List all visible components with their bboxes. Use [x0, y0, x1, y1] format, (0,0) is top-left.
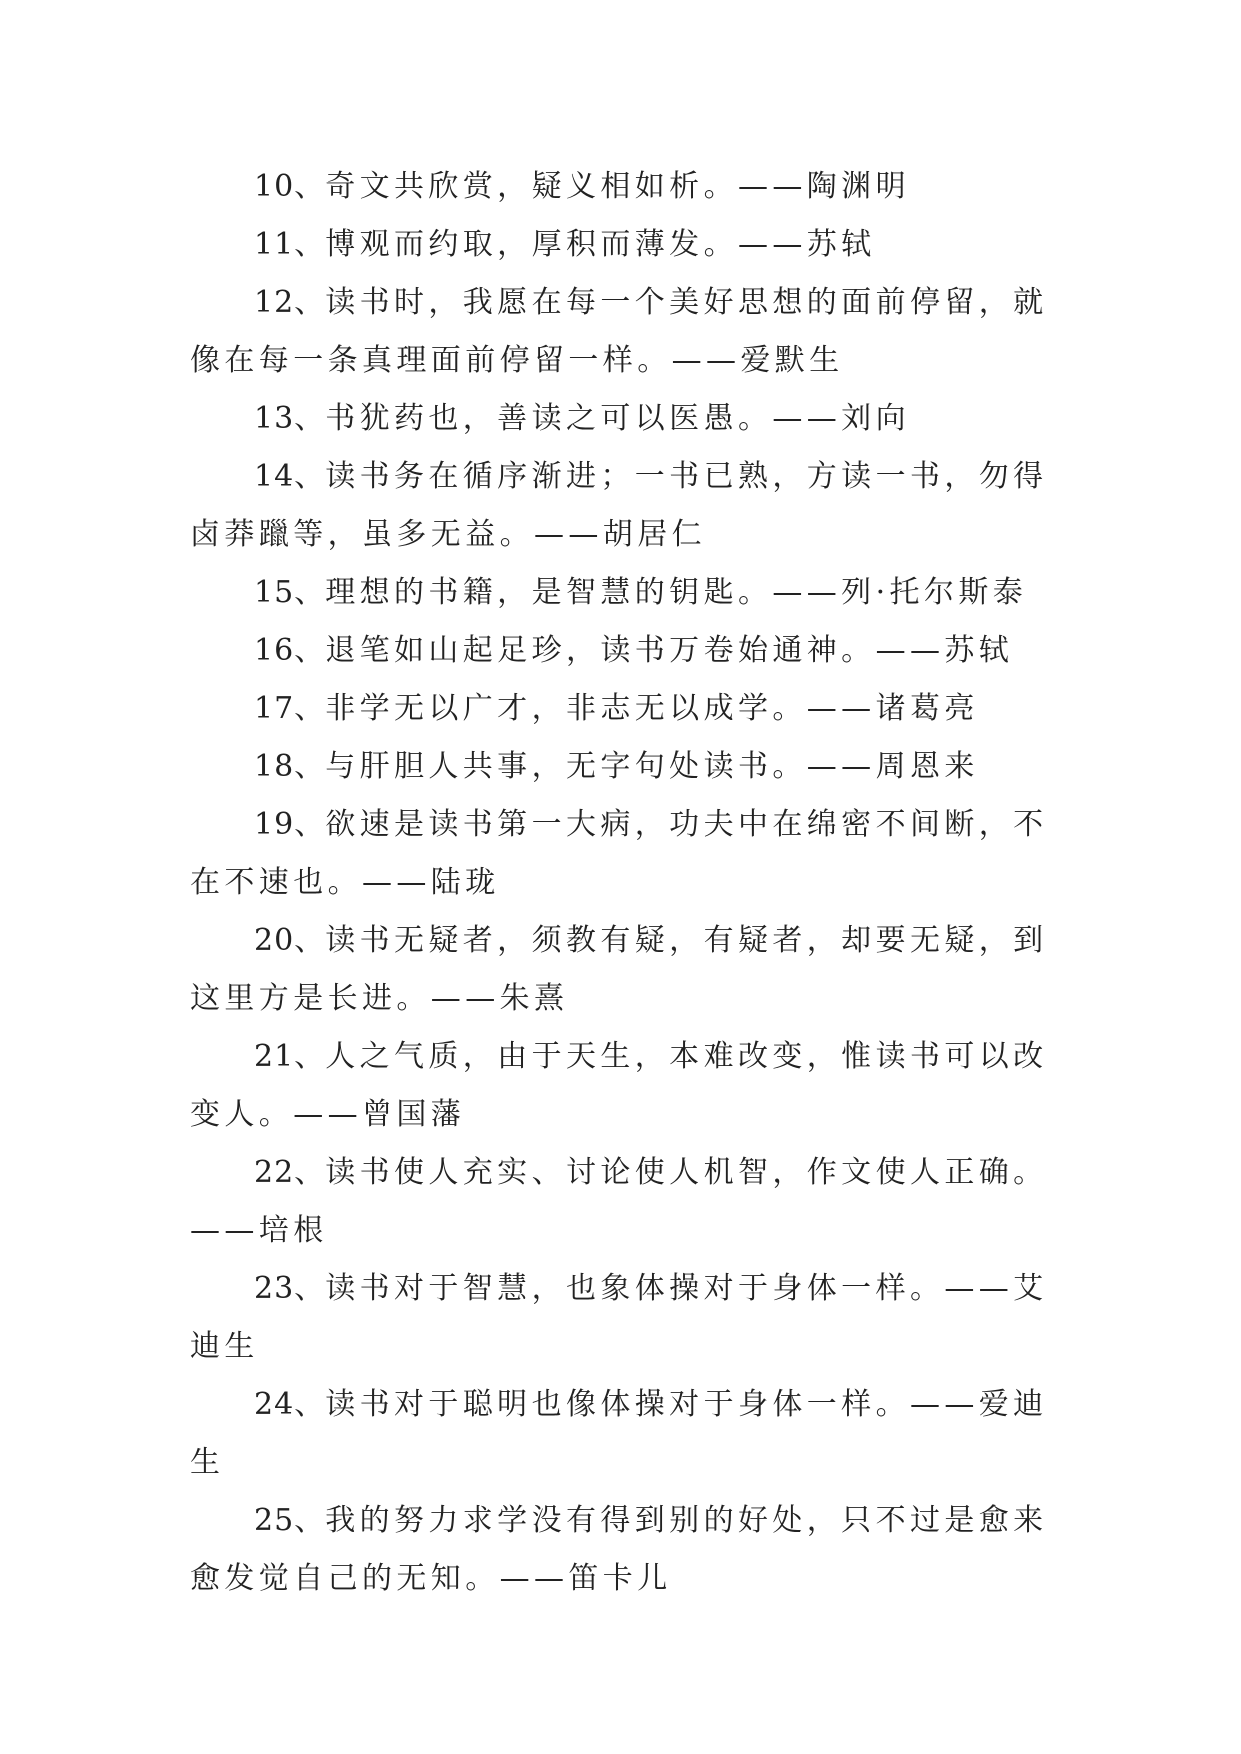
quote-paragraph	[190, 390, 1050, 448]
quote-text: 博观而约取，厚积而薄发。——苏轼	[325, 227, 876, 262]
quote-number: 20、	[254, 923, 326, 958]
quote-paragraph	[190, 622, 1050, 680]
quote-text: 理想的书籍，是智慧的钥匙。——列·托尔斯泰	[325, 575, 1028, 610]
quote-paragraph	[190, 1260, 1050, 1376]
quote-paragraph	[190, 738, 1050, 796]
quote-text: 非学无以广才，非志无以成学。——诸葛亮	[325, 691, 979, 726]
quote-paragraph	[190, 274, 1050, 390]
quote-text: 读书对于智慧，也象体操对于身体一样。——艾迪生	[190, 1271, 1048, 1364]
quote-paragraph	[190, 1492, 1050, 1608]
quote-text: 退笔如山起足珍，读书万卷始通神。——苏轼	[325, 633, 1014, 668]
quote-text: 书犹药也，善读之可以医愚。——刘向	[325, 401, 910, 436]
quote-number: 17、	[254, 691, 326, 726]
quote-number: 11、	[254, 227, 326, 262]
quote-text: 读书无疑者，须教有疑，有疑者，却要无疑，到这里方是长进。——朱熹	[190, 923, 1048, 1016]
quote-number: 22、	[254, 1155, 326, 1190]
quote-number: 19、	[254, 807, 326, 842]
quote-paragraph	[190, 216, 1050, 274]
quote-number: 10、	[254, 169, 326, 204]
quote-number: 12、	[254, 285, 326, 320]
quote-number: 15、	[254, 575, 326, 610]
quote-paragraph	[190, 1028, 1050, 1144]
quote-number: 14、	[254, 459, 326, 494]
quote-text: 奇文共欣赏，疑义相如析。——陶渊明	[325, 169, 910, 204]
quote-number: 18、	[254, 749, 326, 784]
quote-number: 16、	[254, 633, 326, 668]
quote-paragraph	[190, 912, 1050, 1028]
quote-paragraph	[190, 564, 1050, 622]
quote-paragraph	[190, 448, 1050, 564]
quote-number: 21、	[254, 1039, 326, 1074]
quote-text: 读书务在循序渐进；一书已熟，方读一书，勿得卤莽躐等，虽多无益。——胡居仁	[190, 459, 1048, 552]
quote-paragraph	[190, 1376, 1050, 1492]
quote-number: 23、	[254, 1271, 326, 1306]
quote-text: 人之气质，由于天生，本难改变，惟读书可以改变人。——曾国藩	[190, 1039, 1048, 1132]
quote-number: 24、	[254, 1387, 326, 1422]
quote-list	[190, 158, 1050, 1608]
quote-paragraph	[190, 158, 1050, 216]
quote-text: 读书对于聪明也像体操对于身体一样。——爱迪生	[190, 1387, 1048, 1480]
quote-paragraph	[190, 796, 1050, 912]
quote-paragraph	[190, 680, 1050, 738]
quote-number: 13、	[254, 401, 326, 436]
quote-text: 读书使人充实、讨论使人机智，作文使人正确。——培根	[190, 1155, 1048, 1248]
quote-paragraph	[190, 1144, 1050, 1260]
quote-text: 欲速是读书第一大病，功夫中在绵密不间断，不在不速也。——陆珑	[190, 807, 1048, 900]
quote-number: 25、	[254, 1503, 326, 1538]
quote-text: 与肝胆人共事，无字句处读书。——周恩来	[325, 749, 979, 784]
quote-text: 读书时，我愿在每一个美好思想的面前停留，就像在每一条真理面前停留一样。——爱默生	[190, 285, 1048, 378]
quote-text: 我的努力求学没有得到别的好处，只不过是愈来愈发觉自己的无知。——笛卡儿	[190, 1503, 1048, 1596]
